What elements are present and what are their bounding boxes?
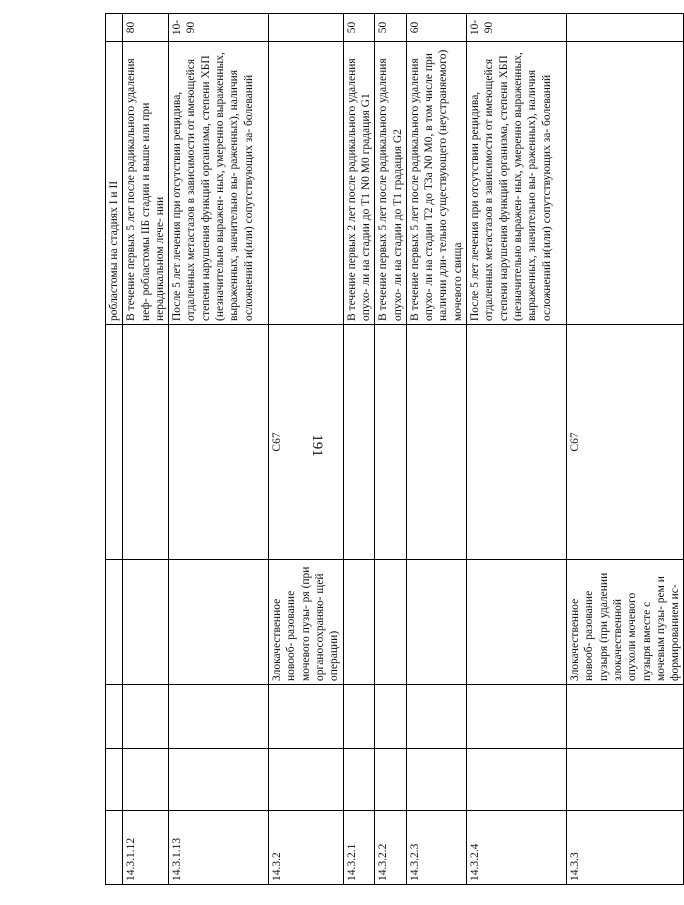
empty-cell xyxy=(343,749,375,811)
disease-name: Злокачественное новооб- разование мочевого пузы- ря (при органосохраняю- щей операции) xyxy=(269,560,343,685)
icd-code xyxy=(123,325,169,560)
percent-value xyxy=(269,14,343,42)
rotated-table-container xyxy=(105,19,682,885)
criteria-text: В течение первых 5 лет после радикального удаления опухо- ли на стадии до T1 градация G2 xyxy=(375,42,407,325)
disease-name xyxy=(375,560,407,685)
criteria-text: После 5 лет лечения при отсутствии рецидива, отдаленных метастазов в зависимости от имеющейся степени нарушения функций организма, степени ХБП (незначительно выражен- ных, умеренно выраженных, выраженных, значительно вы- раженных), наличия осложнений и(или) сопутствующих за- болеваний xyxy=(467,42,567,325)
icd-code xyxy=(375,325,407,560)
table-row xyxy=(123,14,169,885)
empty-cell xyxy=(169,685,269,749)
icd-code xyxy=(343,325,375,560)
page-number: 191 xyxy=(308,434,325,457)
disease-name xyxy=(123,560,169,685)
table-body xyxy=(106,14,684,885)
criteria-text: робластомы на стадиях I и II xyxy=(106,42,123,325)
percent-value: 50 xyxy=(375,14,407,42)
criteria-text: В течение первых 5 лет после радикального удаления неф- робластомы IIБ стадии и выше или при нерадикальном лече- нии xyxy=(123,42,169,325)
empty-cell xyxy=(269,685,343,749)
disease-name xyxy=(169,560,269,685)
percent-value: 60 xyxy=(406,14,466,42)
empty-cell xyxy=(467,685,567,749)
empty-cell xyxy=(406,685,466,749)
criteria-text xyxy=(269,42,343,325)
icd-code xyxy=(169,325,269,560)
criteria-text: В течение первых 5 лет после радикального удаления опухо- ли на стадии T2 до T3a N0 M0, в том числе при наличии дли- тельно существующего (неустраняемого) мочевого свища xyxy=(406,42,466,325)
criteria-table xyxy=(105,13,684,885)
percent-value xyxy=(106,14,123,42)
table-row xyxy=(406,14,466,885)
icd-code: C67 xyxy=(269,325,343,560)
table-row xyxy=(343,14,375,885)
row-number: 14.3.2 xyxy=(269,811,343,885)
icd-code: C67 xyxy=(567,325,684,560)
empty-cell xyxy=(169,749,269,811)
percent-value: 80 xyxy=(123,14,169,42)
table-row xyxy=(467,14,567,885)
table-row xyxy=(106,14,123,885)
percent-value: 10-90 xyxy=(169,14,269,42)
disease-name xyxy=(343,560,375,685)
icd-code xyxy=(406,325,466,560)
table-row xyxy=(375,14,407,885)
empty-cell xyxy=(567,685,684,749)
criteria-text xyxy=(567,42,684,325)
empty-cell xyxy=(106,749,123,811)
percent-value: 10-90 xyxy=(467,14,567,42)
disease-name xyxy=(467,560,567,685)
criteria-text: В течение первых 2 лет после радикального удаления опухо- ли на стадии до T1 N0 M0 градация G1 xyxy=(343,42,375,325)
row-number: 14.3.2.3 xyxy=(406,811,466,885)
table-row xyxy=(169,14,269,885)
icd-code xyxy=(106,325,123,560)
empty-cell xyxy=(343,685,375,749)
empty-cell xyxy=(375,685,407,749)
empty-cell xyxy=(467,749,567,811)
table-row xyxy=(567,14,684,885)
percent-value: 50 xyxy=(343,14,375,42)
icd-code xyxy=(467,325,567,560)
empty-cell xyxy=(375,749,407,811)
row-number: 14.3.1.12 xyxy=(123,811,169,885)
empty-cell xyxy=(406,749,466,811)
empty-cell xyxy=(123,685,169,749)
empty-cell xyxy=(567,749,684,811)
row-number: 14.3.2.2 xyxy=(375,811,407,885)
row-number: 14.3.2.1 xyxy=(343,811,375,885)
disease-name xyxy=(106,560,123,685)
criteria-text: После 5 лет лечения при отсутствии рецидива, отдаленных метастазов в зависимости от имеющейся степени нарушения функций организма, степени ХБП (незначительно выражен- ных, умеренно выраженных, выраженных, значительно вы- раженных), наличия осложнений и(или) сопутствующих за- болеваний xyxy=(169,42,269,325)
empty-cell xyxy=(123,749,169,811)
row-number xyxy=(106,811,123,885)
row-number: 14.3.2.4 xyxy=(467,811,567,885)
row-number: 14.3.1.13 xyxy=(169,811,269,885)
row-number: 14.3.3 xyxy=(567,811,684,885)
empty-cell xyxy=(106,685,123,749)
percent-value xyxy=(567,14,684,42)
empty-cell xyxy=(269,749,343,811)
disease-name xyxy=(406,560,466,685)
disease-name: Злокачественное новооб- разование пузыря (при удалении злокачественной опухоли мочевого пузыря вместе с мочевым пузы- рем и формированием ис- xyxy=(567,560,684,685)
table-row xyxy=(269,14,343,885)
